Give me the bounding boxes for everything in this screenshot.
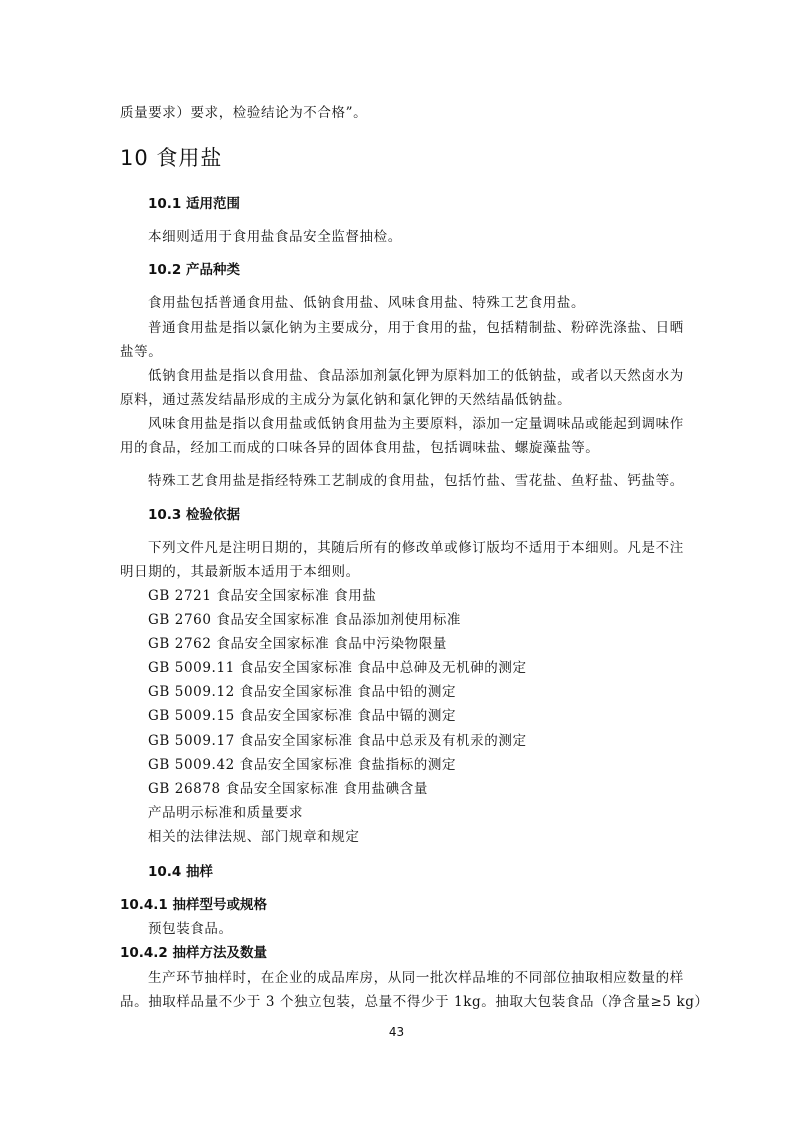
paragraph-basis-line1: 下列文件凡是注明日期的，其随后所有的修改单或修订版均不适用于本细则。凡是不注 [148,540,684,556]
reference-item: 相关的法律法规、部门规章和规定 [148,829,360,845]
paragraph-low-sodium-line2: 原料，通过蒸发结晶形成的主成分为氯化钠和氯化钾的天然结晶低钠盐。 [120,392,572,408]
reference-item: GB 26878 食品安全国家标准 食用盐碘含量 [148,781,428,797]
reference-item: GB 5009.11 食品安全国家标准 食品中总砷及无机砷的测定 [148,660,527,676]
heading-10-3: 10.3 检验依据 [148,507,241,523]
paragraph-basis-line2: 明日期的，其最新版本适用于本细则。 [120,564,360,580]
reference-item: GB 5009.15 食品安全国家标准 食品中镉的测定 [148,708,457,724]
paragraph-sample-type: 预包装食品。 [148,921,233,937]
reference-item: GB 2721 食品安全国家标准 食用盐 [148,588,377,604]
reference-item: GB 2760 食品安全国家标准 食品添加剂使用标准 [148,612,462,628]
heading-10-1: 10.1 适用范围 [148,196,241,212]
heading-10-4: 10.4 抽样 [148,864,214,880]
page-number: 43 [388,1025,405,1039]
paragraph-low-sodium-line1: 低钠食用盐是指以食用盐、食品添加剂氯化钾为原料加工的低钠盐，或者以天然卤水为 [148,368,684,384]
reference-item: GB 5009.42 食品安全国家标准 食盐指标的测定 [148,757,457,773]
paragraph-scope: 本细则适用于食用盐食品安全监督抽检。 [148,229,402,245]
paragraph-flavored-line2: 用的食品，经加工而成的口味各异的固体食用盐，包括调味盐、螺旋藻盐等。 [120,440,600,456]
reference-item: 产品明示标准和质量要求 [148,805,304,821]
heading-10-4-1: 10.4.1 抽样型号或规格 [120,897,268,913]
reference-item: GB 2762 食品安全国家标准 食品中污染物限量 [148,636,447,652]
paragraph-sampling-line1: 生产环节抽样时，在企业的成品库房，从同一批次样品堆的不同部位抽取相应数量的样 [148,970,684,986]
paragraph-special-process: 特殊工艺食用盐是指经特殊工艺制成的食用盐，包括竹盐、雪花盐、鱼籽盐、钙盐等。 [148,473,684,489]
paragraph-flavored-line1: 风味食用盐是指以食用盐或低钠食用盐为主要原料，添加一定量调味品或能起到调味作 [148,416,684,432]
heading-10-4-2: 10.4.2 抽样方法及数量 [120,945,268,961]
reference-item: GB 5009.17 食品安全国家标准 食品中总汞及有机汞的测定 [148,733,527,749]
paragraph-types: 食用盐包括普通食用盐、低钠食用盐、风味食用盐、特殊工艺食用盐。 [148,295,586,311]
continued-text-line: 质量要求）要求，检验结论为不合格”。 [120,105,368,121]
heading-10-2: 10.2 产品种类 [148,262,241,278]
paragraph-normal-salt-line2: 盐等。 [120,344,163,360]
reference-item: GB 5009.12 食品安全国家标准 食品中铅的测定 [148,684,457,700]
section-title: 10 食用盐 [120,146,223,170]
paragraph-normal-salt-line1: 普通食用盐是指以氯化钠为主要成分，用于食用的盐，包括精制盐、粉碎洗涤盐、日晒 [148,320,684,336]
paragraph-sampling-line2: 品。抽取样品量不少于 3 个独立包装，总量不得少于 1kg。抽取大包装食品（净含量≥5 kg） [120,994,709,1010]
